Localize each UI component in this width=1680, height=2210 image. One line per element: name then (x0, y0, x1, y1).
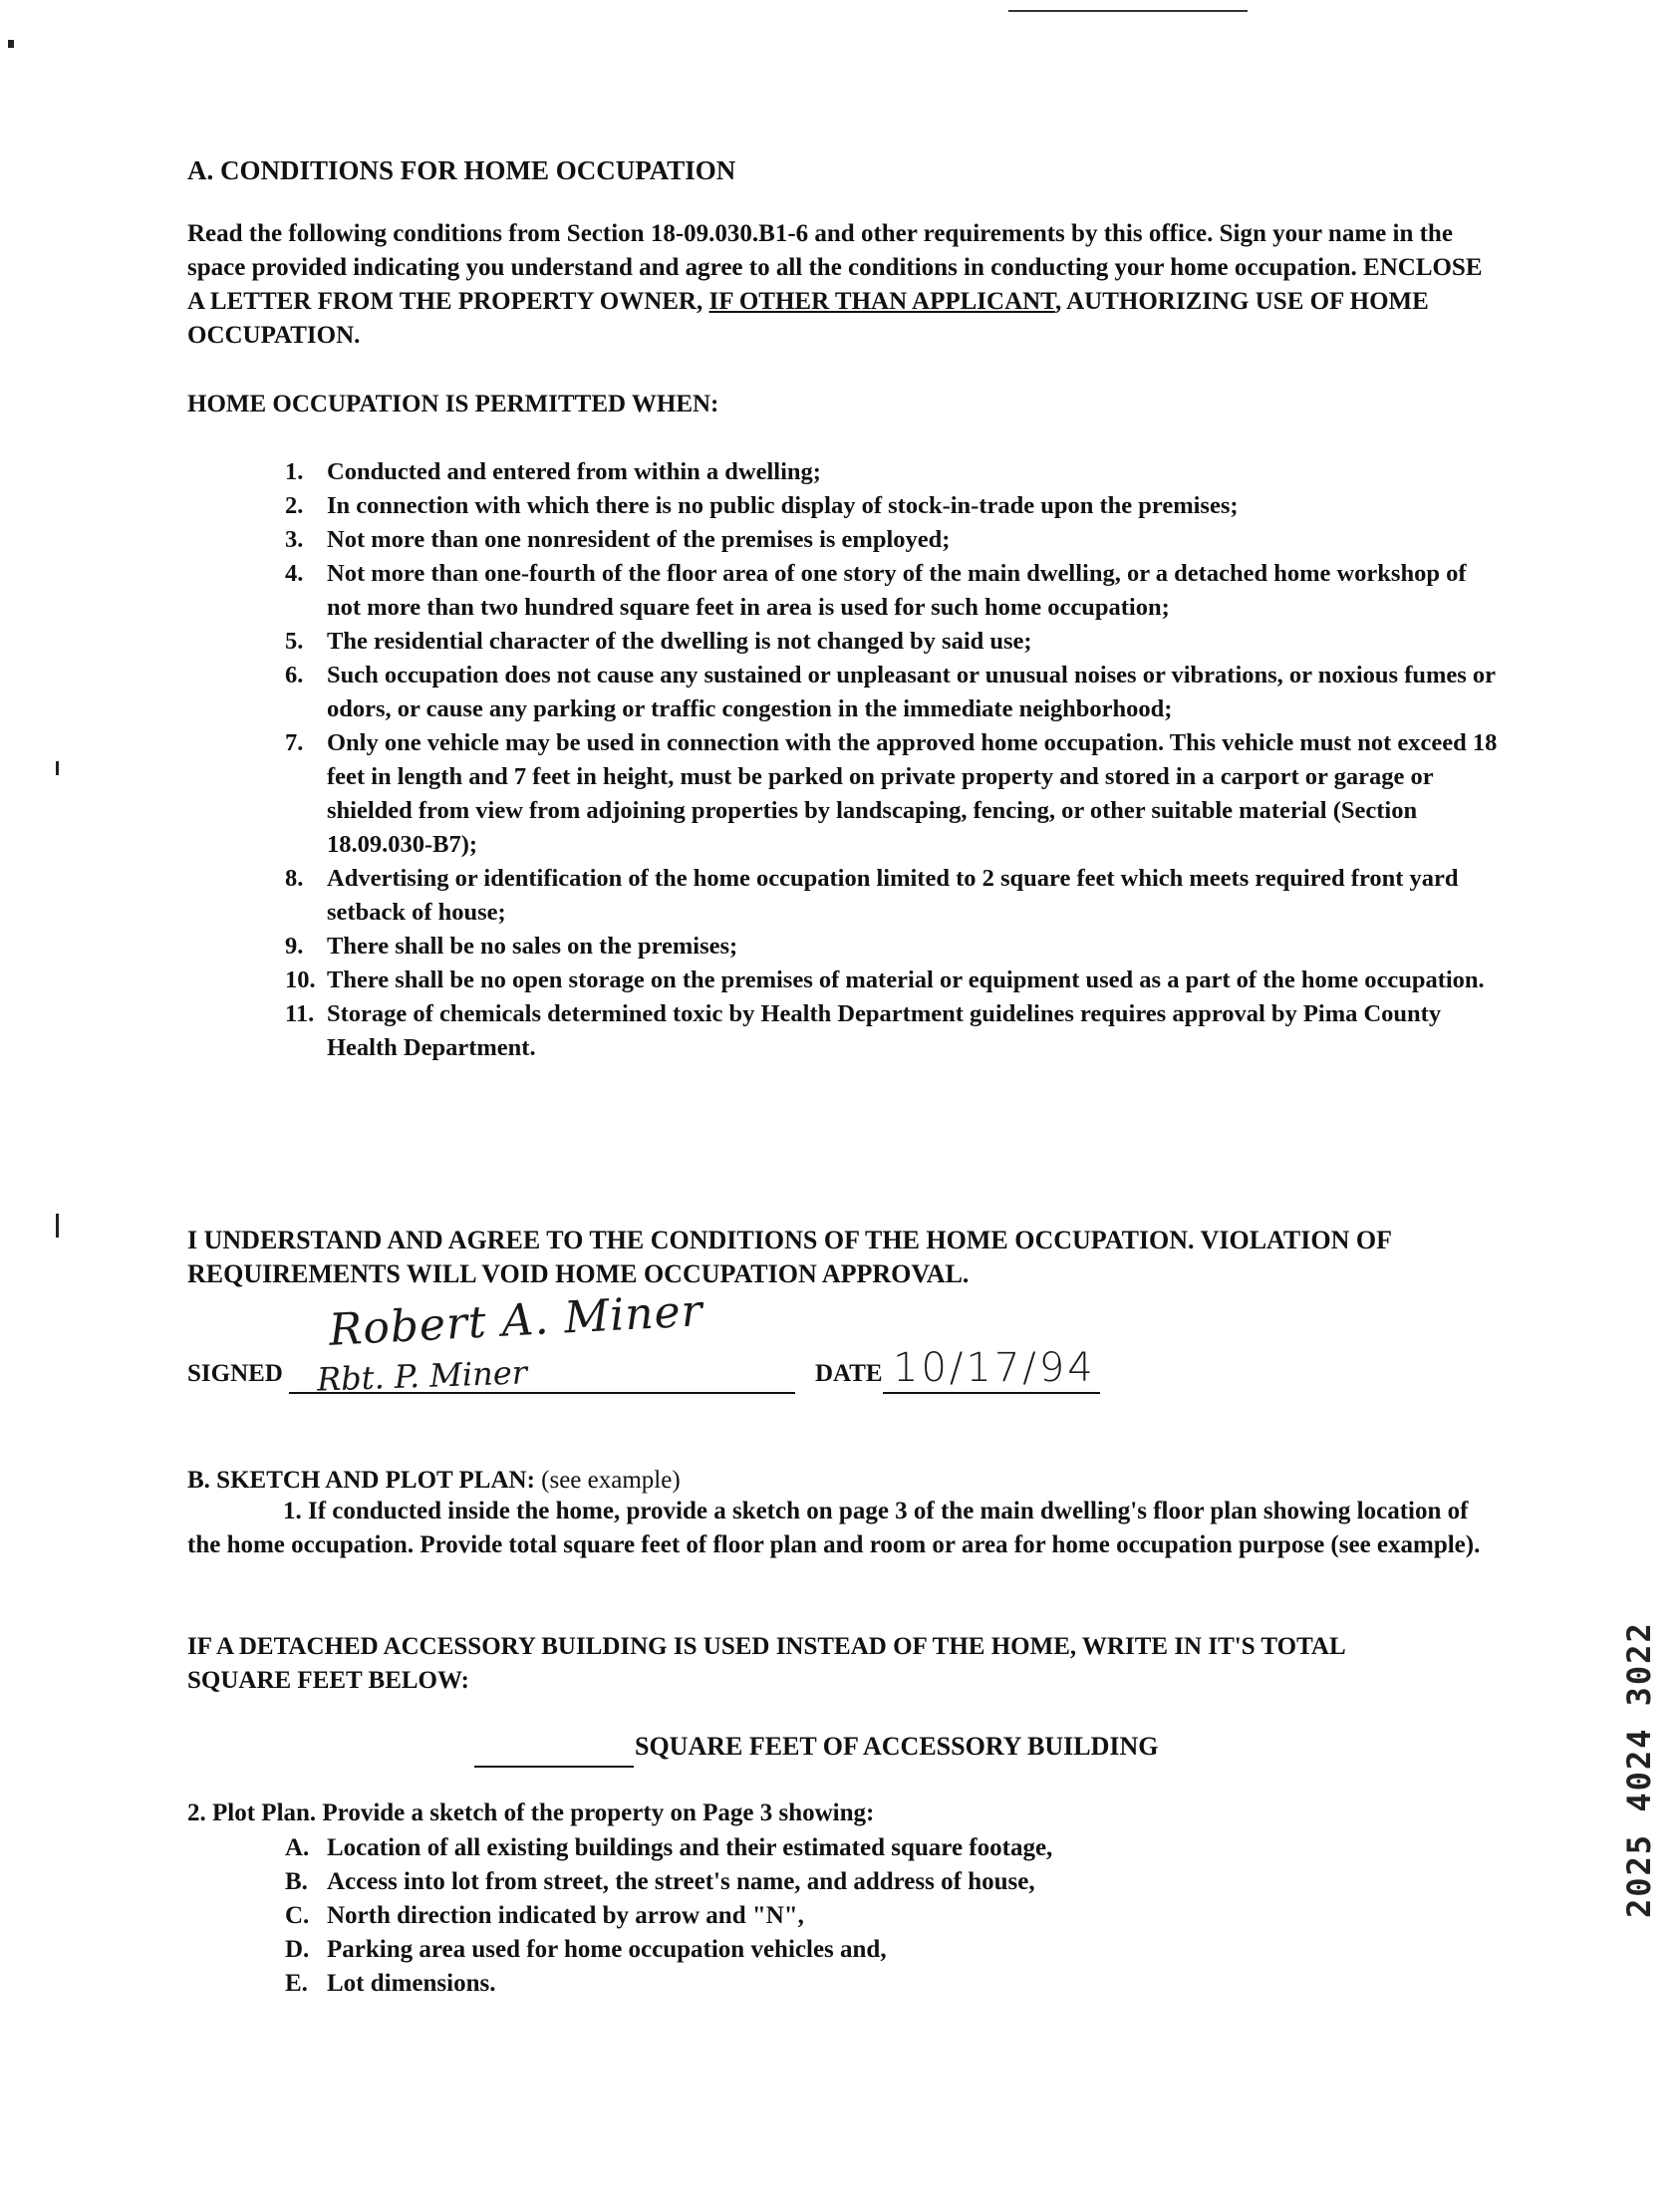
intro-underlined-text: IF OTHER THAN APPLICANT (708, 288, 1055, 315)
list-item (285, 1865, 1052, 1899)
item-text: There shall be no open storage on the premises of material or equipment used as a part of the home occupation. (327, 967, 1485, 993)
list-item (285, 1831, 1052, 1865)
item-text: Not more than one nonresident of the premises is employed; (327, 526, 951, 553)
list-item (285, 489, 1501, 523)
section-b-title-text: B. SKETCH AND PLOT PLAN: (187, 1467, 535, 1494)
item-number: 3. (285, 526, 304, 553)
item-number: 9. (285, 933, 304, 960)
item-text: Access into lot from street, the street's name, and address of house, (327, 1868, 1035, 1895)
item-text: Advertising or identification of the home occupation limited to 2 square feet which meets required front yard setback of house; (327, 865, 1459, 926)
item-number: 5. (285, 628, 304, 655)
plot-plan-heading: 2. Plot Plan. Provide a sketch of the property on Page 3 showing: (187, 1799, 875, 1826)
section-b-item-1: 1. If conducted inside the home, provide a sketch on page 3 of the main dwelling's floor plan showing location of the home occupation. Provide total square feet of floor plan and room or area for home occupation purpose (see example). (187, 1498, 1481, 1558)
date-line (883, 1392, 1100, 1394)
list-item (285, 557, 1501, 625)
section-a-intro (187, 217, 1503, 353)
item-number: D. (285, 1936, 310, 1963)
item-number: A. (285, 1834, 310, 1861)
item-number: 2. (285, 492, 304, 519)
item-number: 4. (285, 560, 304, 587)
item-number: 8. (285, 865, 304, 892)
list-item (285, 1967, 1052, 2001)
scan-mark (8, 40, 14, 48)
section-b-title-note: (see example) (534, 1467, 681, 1494)
top-rule (1008, 10, 1248, 12)
item-text: North direction indicated by arrow and "N", (327, 1902, 804, 1929)
signed-label: SIGNED (187, 1360, 283, 1387)
square-feet-label: SQUARE FEET OF ACCESSORY BUILDING (635, 1732, 1159, 1761)
square-feet-blank (474, 1766, 634, 1768)
scan-mark (56, 1214, 59, 1238)
item-number: B. (285, 1868, 308, 1895)
item-number: 1. (285, 458, 304, 485)
list-item (285, 659, 1501, 726)
list-item (285, 930, 1501, 964)
item-text: The residential character of the dwelling is not changed by said use; (327, 628, 1032, 655)
list-item (285, 1933, 1052, 1967)
item-text: Not more than one-fourth of the floor area of one story of the main dwelling, or a detached home workshop of not more than two hundred square feet in area is used for such home occupation; (327, 560, 1467, 621)
signature-scribble: Rbt. P. Miner (316, 1353, 528, 1399)
item-text: In connection with which there is no public display of stock-in-trade upon the premises; (327, 492, 1239, 519)
item-text: Conducted and entered from within a dwelling; (327, 458, 821, 485)
permitted-heading: HOME OCCUPATION IS PERMITTED WHEN: (187, 391, 719, 417)
list-item (285, 625, 1501, 659)
section-a-title: A. CONDITIONS FOR HOME OCCUPATION (187, 155, 736, 185)
date-value: 10/17/94 (893, 1345, 1096, 1391)
item-number: 7. (285, 729, 304, 756)
intro-text-end: , AUTHORIZING USE OF HOME OCCUPATION. (187, 288, 1429, 349)
date-label: DATE (815, 1360, 883, 1387)
item-text: Lot dimensions. (327, 1970, 496, 1997)
plot-plan-list (285, 1831, 1052, 2001)
list-item (285, 455, 1501, 489)
item-number: E. (285, 1970, 308, 1997)
item-text: There shall be no sales on the premises; (327, 933, 738, 960)
list-item (285, 862, 1501, 930)
item-number: 10. (285, 967, 316, 993)
agreement-statement: I UNDERSTAND AND AGREE TO THE CONDITIONS OF THE HOME OCCUPATION. VIOLATION OF REQUIREMENTS WILL VOID HOME OCCUPATION APPROVAL. (187, 1226, 1391, 1288)
item-text: Such occupation does not cause any sustained or unpleasant or unusual noises or vibrations, or noxious fumes or odors, or cause any parking or traffic congestion in the immediate neighborhood; (327, 662, 1496, 722)
list-item (285, 726, 1501, 862)
list-item (285, 964, 1501, 997)
item-text: Location of all existing buildings and their estimated square footage, (327, 1834, 1053, 1861)
side-stamp-number: 2025 4024 3022 (1620, 1621, 1658, 1918)
item-text: Storage of chemicals determined toxic by Health Department guidelines requires approval by Pima County Health Department. (327, 1000, 1442, 1061)
item-text: Only one vehicle may be used in connection with the approved home occupation. This vehicle must not exceed 18 feet in length and 7 feet in height, must be parked on private property and stored in a carport or garage or shielded from view from adjoining properties by landscaping, fencing, or other suitable material (Section 18.09.030-B7); (327, 729, 1498, 858)
list-item (285, 523, 1501, 557)
intro-text: Read the following conditions from Section 18-09.030.B1-6 and other requirements by this office. Sign your name in the space provided indicating you understand and agree to all the conditions in conducting your home occupation. ENCLOSE A LETTER FROM THE PROPERTY OWNER, (187, 220, 1483, 315)
item-text: Parking area used for home occupation vehicles and, (327, 1936, 887, 1963)
detached-building-heading: IF A DETACHED ACCESSORY BUILDING IS USED INSTEAD OF THE HOME, WRITE IN IT'S TOTAL SQUARE FEET BELOW: (187, 1633, 1345, 1694)
scan-mark (56, 761, 59, 775)
conditions-list (285, 455, 1501, 1065)
handwritten-signature-name: Robert A. Miner (327, 1285, 704, 1356)
signature-line (289, 1392, 795, 1394)
section-b-title (187, 1467, 681, 1495)
item-number: 6. (285, 662, 304, 689)
item-number: C. (285, 1902, 310, 1929)
list-item (285, 997, 1501, 1065)
list-item (285, 1899, 1052, 1933)
item-number: 11. (285, 1000, 315, 1027)
